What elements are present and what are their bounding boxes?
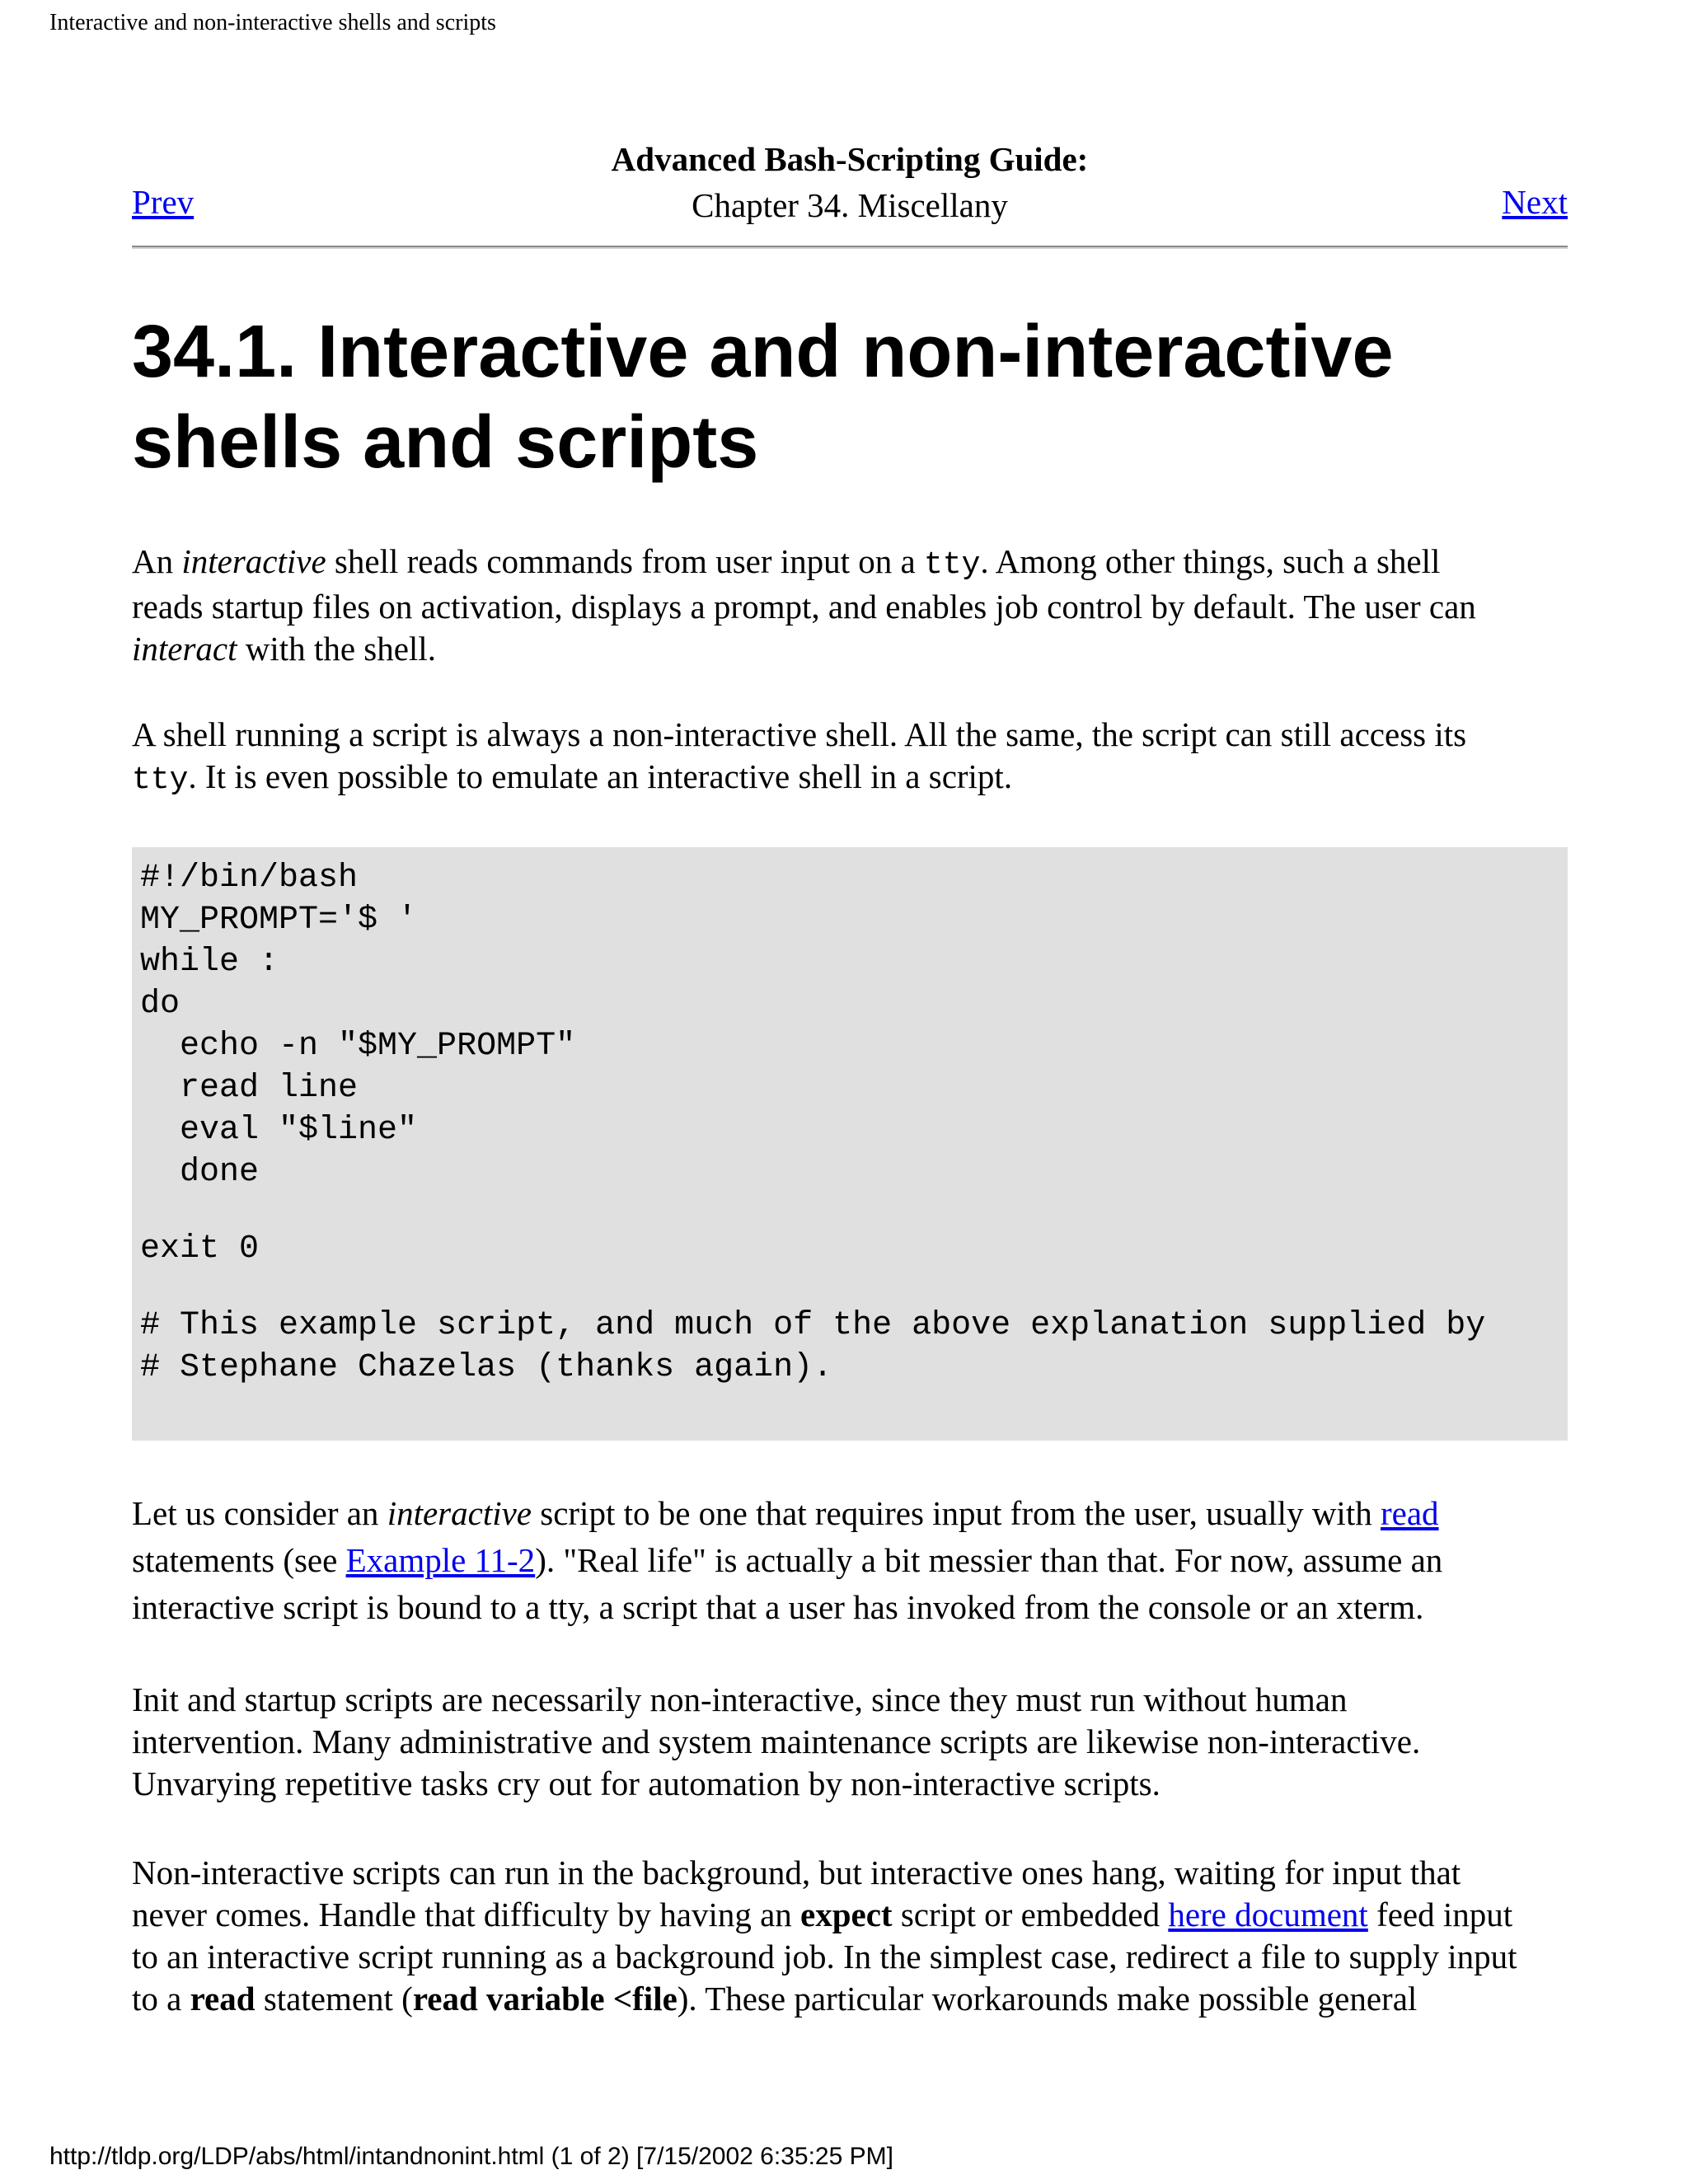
text: intervention. Many administrative and system maintenance scripts are likewise non-interactive. bbox=[132, 1722, 1421, 1760]
inline-code: tty bbox=[923, 547, 981, 583]
text: to a bbox=[132, 1980, 190, 2018]
text: . Among other things, such a shell bbox=[980, 542, 1441, 580]
text: ). These particular workarounds make possible general bbox=[677, 1980, 1418, 2018]
bold-text: read bbox=[190, 1980, 256, 2018]
text: to an interactive script running as a background job. In the simplest case, redirect a file to supply input bbox=[132, 1938, 1517, 1975]
next-link[interactable]: Next bbox=[1502, 183, 1568, 221]
text: never comes. Handle that difficulty by having an bbox=[132, 1896, 801, 1933]
text: interactive script is bound to a tty, a script that a user has invoked from the console or an xterm. bbox=[132, 1588, 1424, 1626]
text: Non-interactive scripts can run in the background, but interactive ones hang, waiting for input that bbox=[132, 1854, 1461, 1891]
guide-title: Advanced Bash-Scripting Guide: bbox=[611, 140, 1089, 178]
chapter-title: Chapter 34. Miscellany bbox=[692, 186, 1008, 224]
example-link[interactable]: Example 11-2 bbox=[345, 1541, 536, 1579]
emphasis: interactive bbox=[181, 542, 326, 580]
prev-link[interactable]: Prev bbox=[132, 183, 195, 221]
text: with the shell. bbox=[237, 630, 436, 668]
text: An bbox=[132, 542, 182, 580]
text: A shell running a script is always a non-interactive shell. All the same, the script can still access its bbox=[132, 715, 1467, 753]
section-title-line1: 34.1. Interactive and non-interactive bbox=[132, 311, 1394, 393]
emphasis: interact bbox=[132, 630, 237, 668]
text: script to be one that requires input from the user, usually with bbox=[532, 1494, 1381, 1532]
text: feed input bbox=[1367, 1896, 1513, 1933]
text: reads startup files on activation, displays a prompt, and enables job control by default. The user can bbox=[132, 588, 1476, 626]
text: Unvarying repetitive tasks cry out for automation by non-interactive scripts. bbox=[132, 1765, 1160, 1802]
here-document-link[interactable]: here document bbox=[1168, 1896, 1368, 1933]
text: . It is even possible to emulate an interactive shell in a script. bbox=[188, 757, 1013, 795]
print-footer: http://tldp.org/LDP/abs/html/intandnonint.html (1 of 2) [7/15/2002 6:35:25 PM] bbox=[49, 2143, 893, 2170]
paragraph-interactive-shell bbox=[132, 541, 1568, 670]
print-header: Interactive and non-interactive shells and scripts bbox=[49, 10, 496, 35]
paragraph-interactive-script bbox=[132, 1490, 1568, 1631]
navigation-header bbox=[132, 136, 1568, 251]
code-block: #!/bin/bash MY_PROMPT='$ ' while : do echo -n "$MY_PROMPT" read line eval "$line" done bbox=[140, 860, 576, 1191]
code-listing bbox=[140, 857, 1485, 1389]
code-comment: # This example script, and much of the above explanation supplied by # Stephane Chazelas (thanks again). bbox=[140, 1307, 1486, 1386]
paragraph-script-shell bbox=[132, 714, 1568, 801]
text: script or embedded bbox=[892, 1896, 1169, 1933]
text: statements (see bbox=[132, 1541, 346, 1579]
inline-code: tty bbox=[132, 762, 189, 798]
emphasis: interactive bbox=[387, 1494, 532, 1532]
paragraph-non-interactive bbox=[132, 1852, 1568, 2020]
bold-text: expect bbox=[800, 1896, 893, 1933]
text: shell reads commands from user input on a bbox=[326, 542, 924, 580]
section-title-line2: shells and scripts bbox=[132, 401, 759, 484]
section-title bbox=[132, 307, 1568, 488]
code-example bbox=[132, 847, 1568, 1441]
code-block: exit 0 bbox=[140, 1230, 260, 1268]
paragraph-init-scripts bbox=[132, 1679, 1568, 1805]
text: Init and startup scripts are necessarily non-interactive, since they must run without human bbox=[132, 1680, 1348, 1718]
read-link[interactable]: read bbox=[1380, 1494, 1439, 1532]
bold-text: read variable <file bbox=[412, 1980, 678, 2018]
text: ). "Real life" is actually a bit messier than that. For now, assume an bbox=[535, 1541, 1443, 1579]
text: Let us consider an bbox=[132, 1494, 387, 1532]
text: statement ( bbox=[255, 1980, 413, 2018]
header-divider bbox=[132, 246, 1568, 249]
